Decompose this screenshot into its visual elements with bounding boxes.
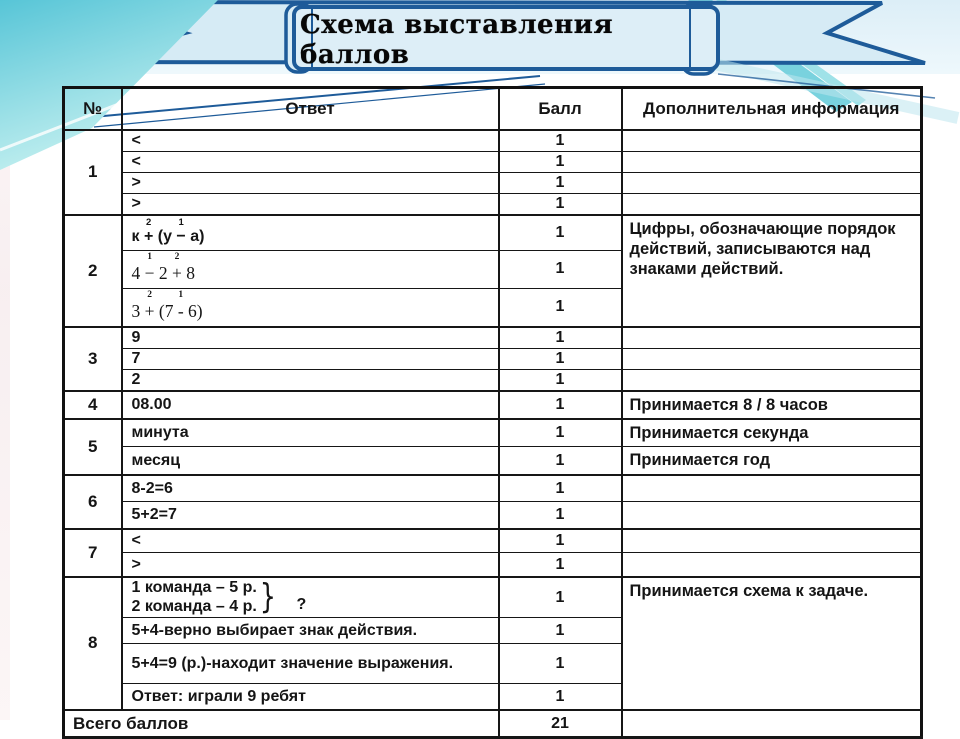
row-number-cell: 2 [64,215,122,327]
row-number-cell: 1 [64,130,122,215]
expression-token [155,263,173,284]
table-row [64,369,922,391]
order-digit: 2 [145,216,152,228]
table-row [64,391,922,419]
score-cell: 1 [499,419,622,447]
score-cell: 1 [499,553,622,577]
row-number-cell: 3 [64,327,122,391]
answer-cell: < [122,151,499,172]
token-text: − [144,262,155,283]
table-row [64,151,922,172]
answer-cell: 2 [122,369,499,391]
score-cell: 1 [499,193,622,215]
table-row [64,577,922,618]
info-cell [622,553,922,577]
token-text: 3 [131,300,145,321]
answer-cell: 5+4-верно выбирает знак действия. [122,618,499,644]
token-text: 6) [183,300,203,321]
answer-cell [122,215,499,251]
info-cell [622,529,922,553]
answer-cell: Ответ: играли 9 ребят [122,684,499,710]
task-scheme [132,579,493,616]
token-text: (у [153,227,177,245]
row-number-cell: 8 [64,577,122,710]
score-cell: 1 [499,577,622,618]
answer-cell: > [122,553,499,577]
token-text: (7 [154,300,178,321]
info-cell [622,502,922,529]
token-text: - [177,300,184,321]
expression-token [172,251,182,284]
order-digit: 1 [147,251,152,262]
expression-token [186,228,205,246]
table-row [64,475,922,502]
info-cell [622,475,922,502]
row-number-cell: 7 [64,529,122,577]
score-cell: 1 [499,130,622,152]
header-cell-score: Балл [499,88,622,130]
table-row [64,419,922,447]
info-cell [622,151,922,172]
expression-token [132,301,145,322]
expression-token [184,301,203,322]
token-text: к [131,227,144,245]
expression-token [132,228,144,246]
token-text: + [144,300,155,321]
row-number-cell: 4 [64,391,122,419]
answer-cell: 7 [122,348,499,369]
info-cell [622,327,922,349]
info-cell [622,172,922,193]
scheme-lines [132,579,257,616]
table-row [64,327,922,349]
score-cell: 1 [499,618,622,644]
token-text: а) [185,227,205,245]
answer-cell: < [122,130,499,152]
answer-cell: 5+4=9 (р.)-находит значение выражения. [122,644,499,684]
question-mark: ? [296,596,307,614]
answer-cell: 8-2=6 [122,475,499,502]
score-cell: 1 [499,684,622,710]
table-row [64,193,922,215]
token-text: + [143,227,154,245]
total-row [64,710,922,738]
answer-cell: месяц [122,447,499,475]
token-text: + [172,262,182,283]
scheme-line: 1 команда – 5 р. [131,578,257,596]
token-text: 2 [154,262,172,283]
order-digit: 1 [178,289,184,300]
scheme-line: 2 команда – 4 р. [131,597,257,615]
table-row [64,529,922,553]
row-number-cell: 5 [64,419,122,475]
info-cell [622,369,922,391]
header-cell-num: № [64,88,122,130]
answer-cell [122,577,499,618]
score-cell: 1 [499,529,622,553]
table-header-row [64,88,922,130]
table-row [64,447,922,475]
table-row [64,130,922,152]
table-row [64,348,922,369]
answer-cell: > [122,172,499,193]
token-text: − [176,227,186,245]
info-cell: Принимается 8 / 8 часов [622,391,922,419]
info-cell: Принимается схема к задаче. [622,577,922,710]
score-cell: 1 [499,447,622,475]
table-row [64,215,922,251]
score-cell: 1 [499,250,622,288]
token-text: 4 [131,262,145,283]
expression-token [155,301,178,322]
info-cell [622,130,922,152]
score-cell: 1 [499,391,622,419]
score-cell: 1 [499,475,622,502]
score-cell: 1 [499,288,622,327]
score-table [62,86,923,739]
info-cell: Принимается год [622,447,922,475]
score-cell: 1 [499,502,622,529]
row-number-cell: 6 [64,475,122,529]
answer-cell [122,288,499,327]
brace-glyph: } [259,577,276,618]
order-digit: 2 [147,289,152,300]
score-cell: 1 [499,644,622,684]
score-cell: 1 [499,215,622,251]
expression-token [144,289,155,322]
table-row [64,553,922,577]
score-cell: 1 [499,327,622,349]
expression-token [144,251,155,284]
answer-cell: > [122,193,499,215]
header-cell-info: Дополнительная информация [622,88,922,130]
answer-cell: минута [122,419,499,447]
expression-token [176,216,186,246]
info-cell: Цифры, обозначающие порядок действий, записываются над знаками действий. [622,215,922,327]
info-cell [622,193,922,215]
score-cell: 1 [499,172,622,193]
answer-cell [122,250,499,288]
total-info-cell [622,710,922,738]
order-digit: 1 [178,216,184,228]
expression-token [182,263,195,284]
token-text: 8 [181,262,195,283]
expression-token [153,228,176,246]
header-cell-answer: Ответ [122,88,499,130]
score-cell: 1 [499,348,622,369]
table-row [64,502,922,529]
table-row [64,172,922,193]
answer-cell: 08.00 [122,391,499,419]
expression-token [132,263,145,284]
answer-cell: < [122,529,499,553]
order-digit: 2 [174,251,180,262]
total-label-cell: Всего баллов [64,710,499,738]
score-cell: 1 [499,369,622,391]
slide-title: Схема выставления баллов [300,10,614,70]
answer-cell: 9 [122,327,499,349]
total-score-cell: 21 [499,710,622,738]
score-table-wrapper [62,86,920,739]
answer-cell: 5+2=7 [122,502,499,529]
score-cell: 1 [499,151,622,172]
info-cell [622,348,922,369]
expression-token [143,216,154,246]
info-cell: Принимается секунда [622,419,922,447]
